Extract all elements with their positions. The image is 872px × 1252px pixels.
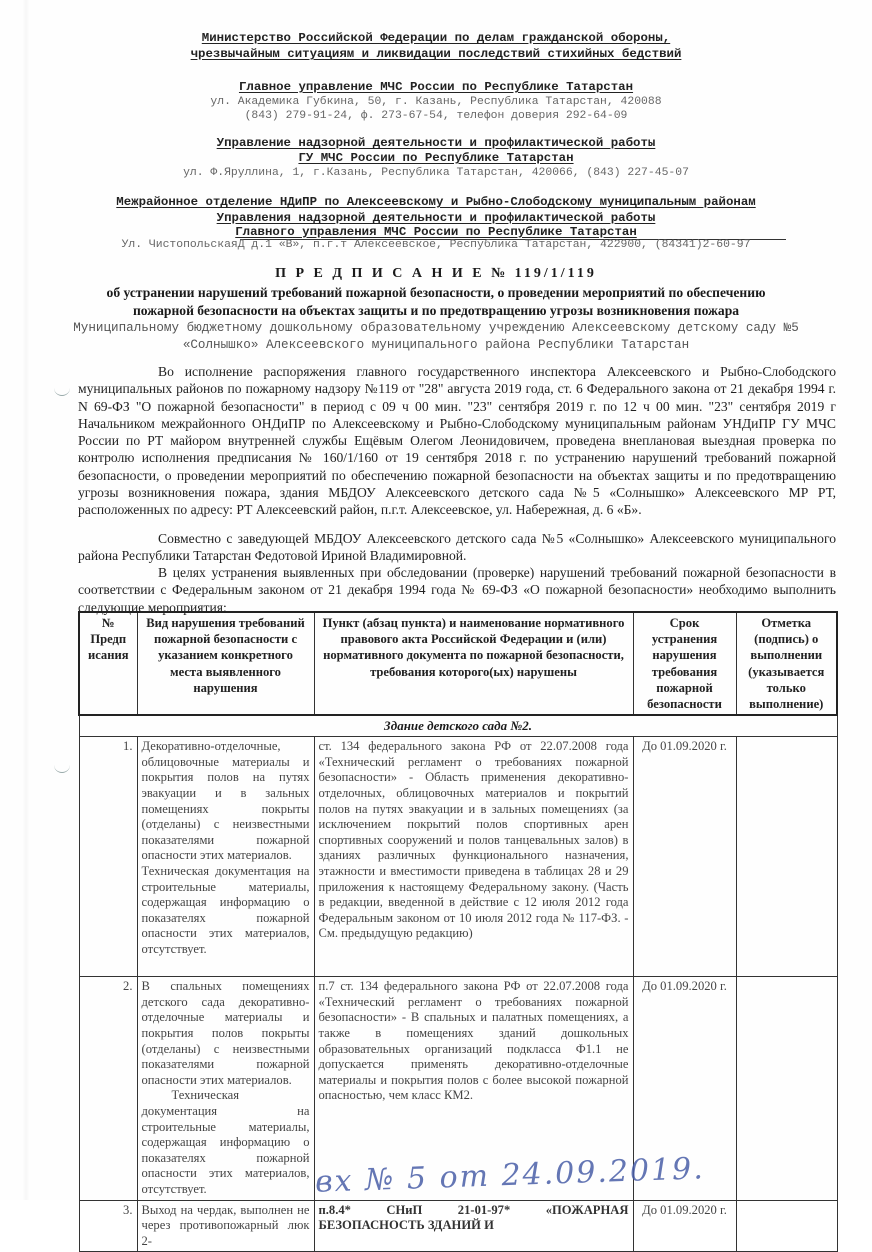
row-number: 2. xyxy=(79,977,137,1200)
due-date-cell: До 01.09.2020 г. xyxy=(633,1200,736,1252)
violation-cell: Выход на чердак, выполнен не через противопожарный люк 2- xyxy=(137,1200,314,1252)
ministry-name-line2: чрезвычайным ситуациям и ликвидации последствий стихийных бедствий xyxy=(190,47,682,61)
handwritten-registration-note: вх № 5 от 24.09.2019. xyxy=(314,1151,706,1200)
district-office-address: Ул. ЧистопольскаяД д.1 «В», п.г.т Алексеевское, Республика Татарстан, 422900, (84341)2-60-97 xyxy=(121,239,751,251)
violation-text-docs: Техническая документация на строительные материалы, содержащая информацию о показателях пожарной опасности этих материалов, отсутствует. xyxy=(141,1088,310,1196)
body-paragraph-1: Во исполнение распоряжения главного государственного инспектора Алексеевского и Рыбно-Слободского муниципальных районов по пожарному надзору №119 от "28" августа 2019 года, ст. 6 Федерального закона от 21 декабря 1994 г. N 69-ФЗ "О пожарной безопасности" в период с 09 ч 00 мин. "23" сентября 2019 г. по 12 ч 00 мин. "23" сентября 2019 г Начальником межрайонного ОНДиПР по Алексеевскому и Рыбно-Слободскому муниципальным районам УНДиПР ГУ МЧС России по РТ майором внутренней службы Ещёвым Олегом Леонидовичем, проведена внеплановая выездная проверка по контролю исполнения предписания № 160/1/160 от 19 сентября 2018 г. по устранению нарушений требований пожарной безопасности, о проведении мероприятий по обеспечению пожарной безопасности на объектах защиты и по предотвращению угрозы возникновения пожара, здания МБДОУ Алексеевского детского сада №5 «Солнышко» Алексеевского МР РТ, расположенных по адресу: РТ Алексеевский район, п.г.т. Алексеевское, ул. Набережная, д. 6 «Б». xyxy=(78,364,836,518)
header-number: № Предп исания xyxy=(79,612,137,715)
subtitle-line2: пожарной безопасности на объектах защиты и по предотвращению угрозы возникновения пожара xyxy=(132,303,740,318)
completion-mark-cell xyxy=(736,1200,837,1252)
violation-text: Декоративно-отделочные, облицовочные материалы и покрытия полов на путях эвакуации и в зальных помещениях покрыты (отделаны) с неизвестными показателями пожарной опасности этих материалов. xyxy=(141,739,310,863)
violations-table xyxy=(78,611,838,1252)
header-norm: Пункт (абзац пункта) и наименование нормативного правового акта Российской Федерации и (или) нормативного документа по пожарной безопасности, требования которого(ых) нарушены xyxy=(314,612,633,715)
row-number: 1. xyxy=(79,737,137,977)
punch-hole-mark xyxy=(54,385,70,396)
main-dept-phones: (843) 279-91-24, ф. 273-67-54, телефон доверия 292-64-09 xyxy=(244,110,628,122)
addressee xyxy=(0,320,872,354)
section-title: Здание детского сада №2. xyxy=(79,715,837,737)
table-row xyxy=(79,1200,837,1252)
district-office-line2: Управления надзорной деятельности и профилактической работы xyxy=(216,211,656,225)
section-row xyxy=(79,715,837,737)
punch-hole-mark xyxy=(54,762,70,773)
ministry-name-line1: Министерство Российской Федерации по делам гражданской обороны, xyxy=(201,31,671,45)
subtitle-line1: об устранении нарушений требований пожарной безопасности, о проведении мероприятий по обеспечению xyxy=(106,285,766,300)
violation-cell xyxy=(137,977,314,1200)
completion-mark-cell xyxy=(736,737,837,977)
addressee-line2: «Солнышко» Алексеевского муниципального района Республики Татарстан xyxy=(182,338,690,352)
supervision-dept-line1: Управление надзорной деятельности и профилактической работы xyxy=(216,136,656,150)
addressee-line1: Муниципальному бюджетному дошкольному образовательному учреждению Алексеевскому детскому саду №5 xyxy=(73,321,799,335)
row-number: 3. xyxy=(79,1200,137,1252)
norm-cell: п.8.4* СНиП 21-01-97* «ПОЖАРНАЯ БЕЗОПАСНОСТЬ ЗДАНИЙ И xyxy=(314,1200,633,1252)
due-date-cell: До 01.09.2020 г. xyxy=(633,977,736,1200)
supervision-dept-address: ул. Ф.Яруллина, 1, г.Казань, Республика Татарстан, 420066, (843) 227-45-07 xyxy=(183,167,689,179)
district-office-line3: Главного управления МЧС России по Республике Татарстан xyxy=(235,225,637,239)
header-completion-mark: Отметка (подпись) о выполнении (указывается только выполнение) xyxy=(736,612,837,715)
header-violation: Вид нарушения требований пожарной безопасности с указанием конкретного места выявленного нарушения xyxy=(137,612,314,715)
due-date-cell: До 01.09.2020 г. xyxy=(633,737,736,977)
document-title: П Р Е Д П И С А Н И Е № 119/1/119 xyxy=(275,266,597,281)
main-dept-address: ул. Академика Губкина, 50, г. Казань, Республика Татарстан, 420088 xyxy=(210,96,662,108)
norm-cell: ст. 134 федерального закона РФ от 22.07.2008 года «Технический регламент о требованиях пожарной безопасности» - Область применения декоративно-отделочных, облицовочных материалов и покрытий полов на путях эвакуации и в зальных помещениях (за исключением покрытий полов спортивных арен спортивных сооружений и полов танцевальных залов) в зданиях различных функционального назначения, этажности и вместимости приведена в таблицах 28 и 29 приложения к настоящему Федеральному закону. (Часть в редакции, введенной в действие с 12 июля 2012 года Федеральным законом от 10 июля 2012 года № 117-ФЗ. - См. предыдущую редакцию) xyxy=(314,737,633,977)
body-paragraph-3: В целях устранения выявленных при обследовании (проверке) нарушений требований пожарной безопасности в соответствии с Федеральным законом от 21 декабря 1994 года № 69-ФЗ «О пожарной безопасности» необходимо выполнить следующие мероприятия: xyxy=(78,565,836,615)
document-subtitle xyxy=(0,284,872,320)
main-dept-name: Главное управление МЧС России по Республике Татарстан xyxy=(238,80,634,94)
table-row xyxy=(79,737,837,977)
body-paragraph-2: Совместно с заведующей МБДОУ Алексеевского детского сада №5 «Солнышко» Алексеевского муниципального района Республики Татарстан Федотовой Ириной Владимировной. xyxy=(78,531,836,564)
district-office-line1: Межрайонное отделение НДиПР по Алексеевскому и Рыбно-Слободскому муниципальным районам xyxy=(116,195,756,209)
supervision-dept-line2: ГУ МЧС России по Республике Татарстан xyxy=(298,151,574,165)
violation-text: В спальных помещениях детского сада декоративно-отделочные материалы и покрытия полов покрыты (отделаны) с неизвестными показателями пожарной опасности этих материалов. xyxy=(141,979,310,1087)
completion-mark-cell xyxy=(736,977,837,1200)
header-due-date: Срок устранения нарушения требования пожарной безопасности xyxy=(633,612,736,715)
violation-cell xyxy=(137,737,314,977)
table-header-row xyxy=(79,612,837,715)
norm-cell: п.7 ст. 134 федерального закона РФ от 22.07.2008 года «Технический регламент о требованиях пожарной безопасности» - В спальных и палатных помещениях, а также в помещениях зданий дошкольных образовательных организаций подкласса Ф1.1 не допускается применять декоративно-отделочные материалы и покрытия полов с более высокой пожарной опасностью, чем класс КМ2. xyxy=(314,977,633,1200)
violation-text-docs: Техническая документация на строительные материалы, содержащая информацию о показателях пожарной опасности этих материалов, отсутствует. xyxy=(141,863,310,956)
